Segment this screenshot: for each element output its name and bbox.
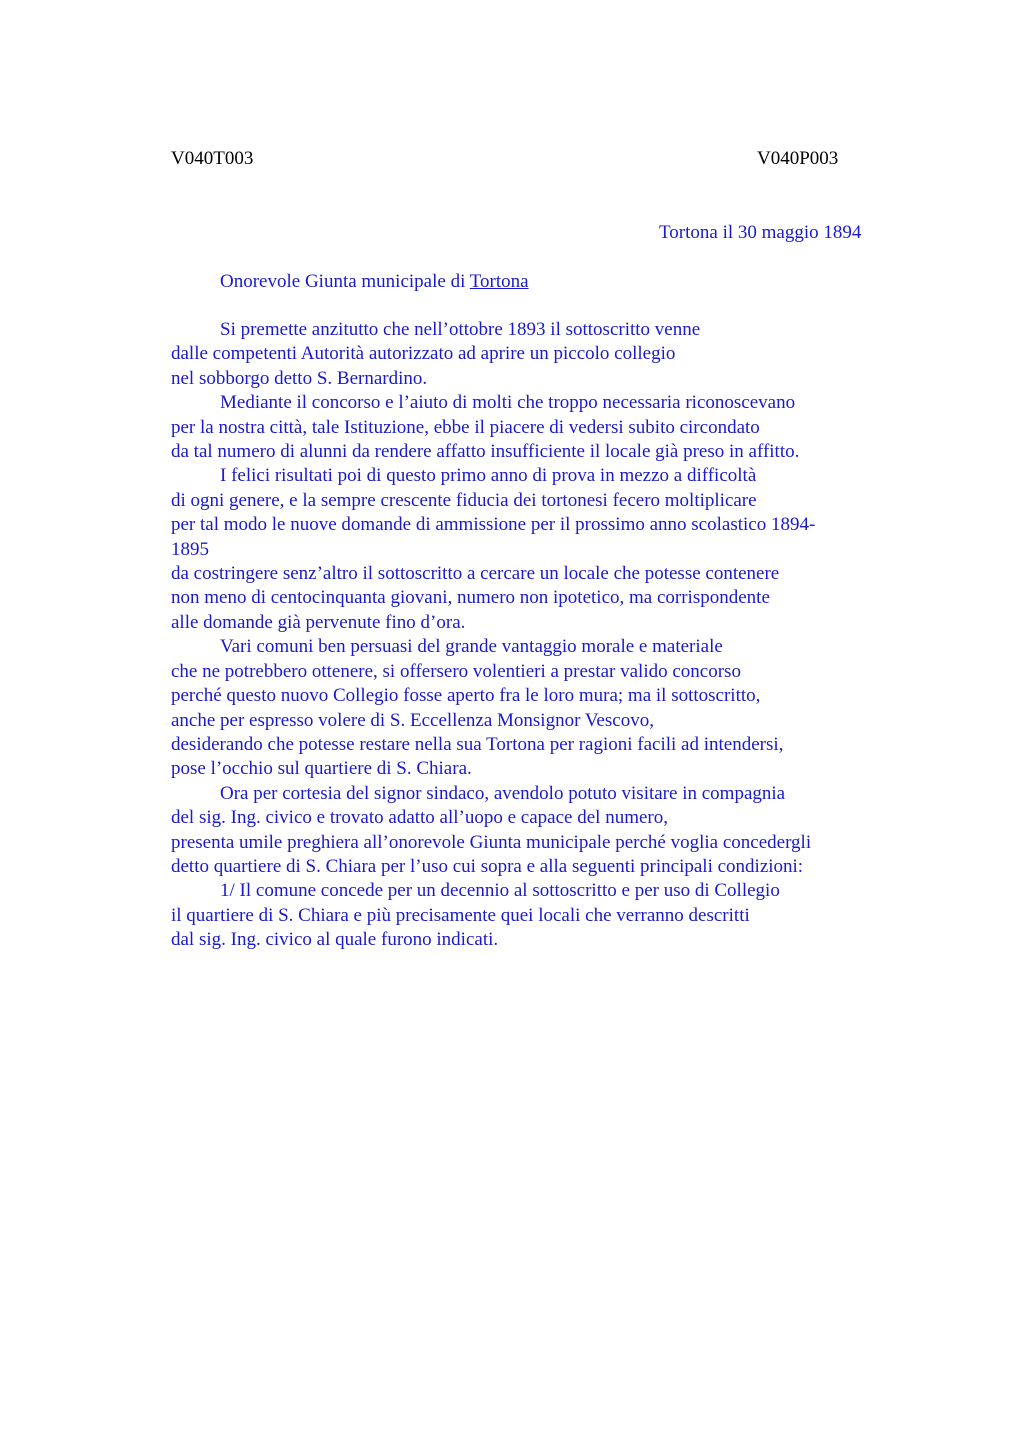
- body-line: da costringere senz’altro il sottoscritto a cercare un locale che potesse contenere: [171, 563, 780, 585]
- body-line: di ogni genere, e la sempre crescente fiducia dei tortonesi fecero moltiplicare: [171, 489, 757, 511]
- body-line: dalle competenti Autorità autorizzato ad aprire un piccolo collegio: [171, 343, 676, 365]
- body-line: 1895: [171, 538, 209, 560]
- letter-body: [171, 318, 891, 953]
- body-line: dal sig. Ing. civico al quale furono indicati.: [171, 929, 499, 951]
- body-line: desiderando che potesse restare nella sua Tortona per ragioni facili ad intendersi,: [171, 733, 784, 755]
- body-line: per tal modo le nuove domande di ammissione per il prossimo anno scolastico 1894-: [171, 514, 816, 536]
- body-line: Ora per cortesia del signor sindaco, avendolo potuto visitare in compagnia: [220, 782, 786, 804]
- body-line: Mediante il concorso e l’aiuto di molti che troppo necessaria riconoscevano: [220, 392, 796, 414]
- letter-date: Tortona il 30 maggio 1894: [659, 222, 862, 243]
- body-line: anche per espresso volere di S. Eccellenza Monsignor Vescovo,: [171, 709, 654, 731]
- body-line: del sig. Ing. civico e trovato adatto all’uopo e capace del numero,: [171, 807, 668, 829]
- salutation-prefix: Onorevole Giunta municipale di: [220, 271, 470, 292]
- letter-salutation: [220, 270, 529, 294]
- document-code-left: V040T003: [171, 148, 254, 169]
- body-line: da tal numero di alunni da rendere affatto insufficiente il locale già preso in affitto.: [171, 441, 800, 463]
- body-line: detto quartiere di S. Chiara per l’uso cui sopra e alla seguenti principali condizioni:: [171, 855, 804, 877]
- body-line: presenta umile preghiera all’onorevole Giunta municipale perché voglia concedergli: [171, 831, 812, 853]
- body-line: perché questo nuovo Collegio fosse aperto fra le loro mura; ma il sottoscritto,: [171, 685, 761, 707]
- body-line: il quartiere di S. Chiara e più precisamente quei locali che verranno descritti: [171, 904, 750, 926]
- body-line: alle domande già pervenute fino d’ora.: [171, 611, 466, 633]
- body-line: che ne potrebbero ottenere, si offersero volentieri a prestar valido concorso: [171, 660, 741, 682]
- body-line: Vari comuni ben persuasi del grande vantaggio morale e materiale: [220, 636, 723, 658]
- body-line: I felici risultati poi di questo primo anno di prova in mezzo a difficoltà: [220, 465, 757, 487]
- body-line: per la nostra città, tale Istituzione, ebbe il piacere di vedersi subito circondato: [171, 416, 760, 438]
- body-line: non meno di centocinquanta giovani, numero non ipotetico, ma corrispondente: [171, 587, 770, 609]
- salutation-place: Tortona: [469, 271, 529, 292]
- document-code-right: V040P003: [757, 148, 839, 169]
- body-line: nel sobborgo detto S. Bernardino.: [171, 367, 428, 389]
- body-line: Si premette anzitutto che nell’ottobre 1893 il sottoscritto venne: [220, 319, 701, 340]
- body-line: 1/ Il comune concede per un decennio al sottoscritto e per uso di Collegio: [220, 880, 780, 902]
- body-line: pose l’occhio sul quartiere di S. Chiara.: [171, 758, 472, 780]
